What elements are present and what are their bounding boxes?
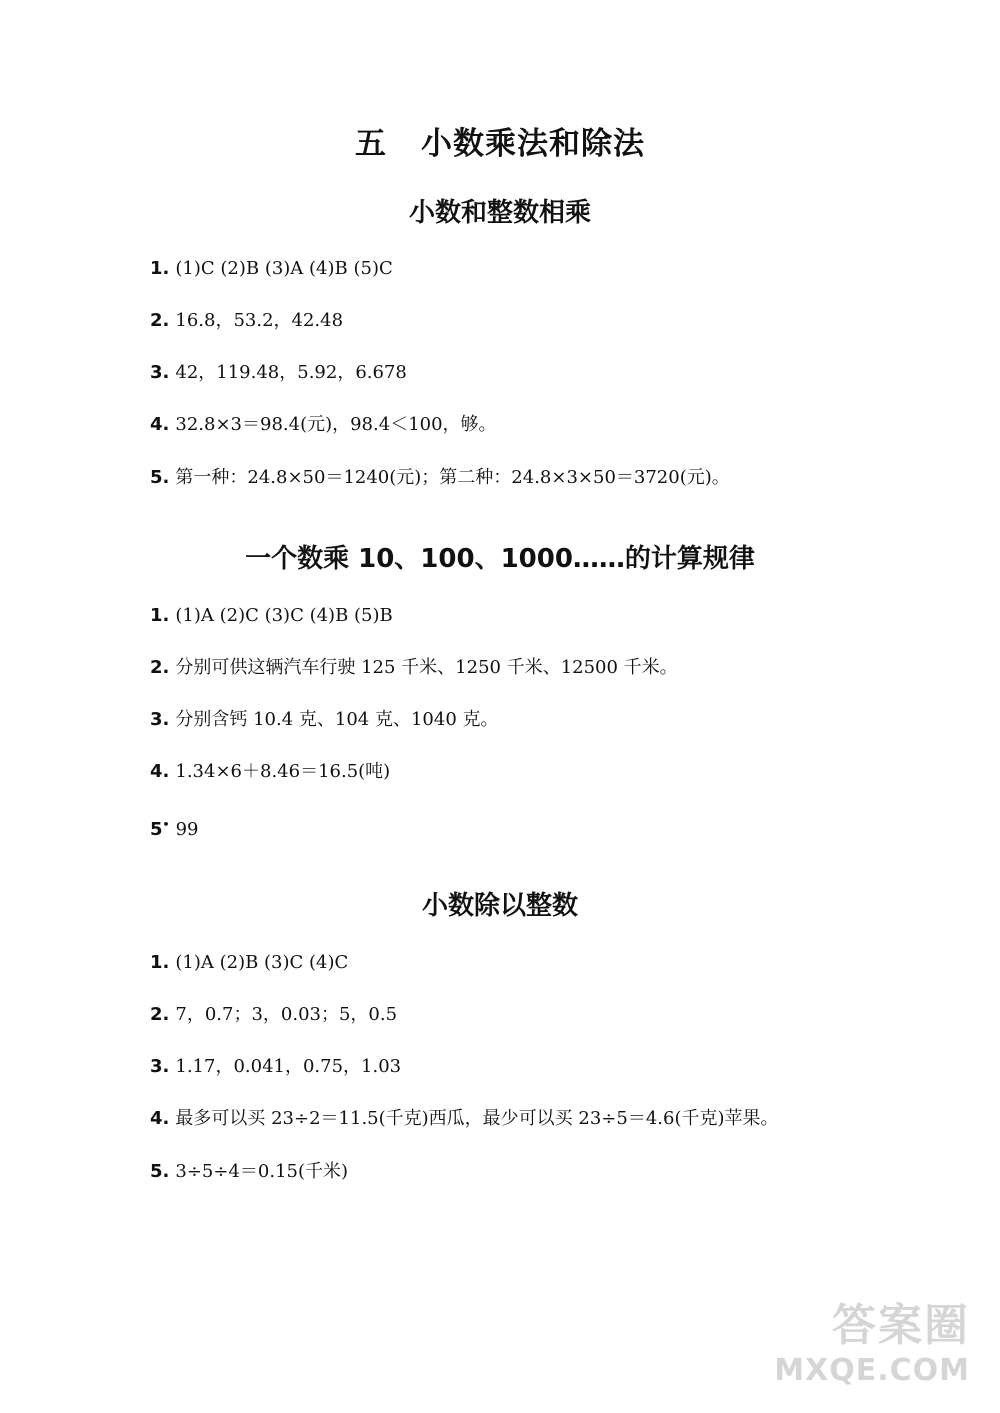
item-text: 1.34×6＋8.46＝16.5(吨) <box>175 761 391 782</box>
item-text: 分别含钙 10.4 克、104 克、1040 克。 <box>175 709 499 730</box>
item-text: 99 <box>175 819 199 840</box>
watermark-url: MXQE.COM <box>774 1353 970 1388</box>
item-number: 5• <box>150 818 170 840</box>
item-number: 1. <box>150 605 170 626</box>
item-text: 最多可以买 23÷2＝11.5(千克)西瓜，最少可以买 23÷5＝4.6(千克)苹果。 <box>175 1108 779 1129</box>
section-title: 小数和整数相乘 <box>408 198 591 228</box>
chapter-title <box>0 118 1000 163</box>
item-text: 分别可供这辆汽车行驶 125 千米、1250 千米、12500 千米。 <box>175 657 678 678</box>
chapter-number: 五 <box>355 126 387 162</box>
item-number: 1. <box>150 952 170 973</box>
answer-item <box>150 308 343 334</box>
answer-item <box>150 1054 401 1080</box>
answer-item <box>150 1159 348 1185</box>
section-title: 小数除以整数 <box>421 891 578 921</box>
chapter-name: 小数乘法和除法 <box>421 126 645 162</box>
item-text: 16.8，53.2，42.48 <box>175 310 344 331</box>
item-number: 5. <box>150 467 170 488</box>
watermark-logo: 答案圈 <box>832 1300 970 1351</box>
item-text: (1)C (2)B (3)A (4)B (5)C <box>175 258 393 279</box>
answer-item <box>150 812 198 843</box>
item-text: 3÷5÷4＝0.15(千米) <box>175 1161 349 1182</box>
item-text: 1.17，0.041，0.75，1.03 <box>175 1056 402 1077</box>
answer-item <box>150 603 393 629</box>
item-text: 32.8×3＝98.4(元)，98.4＜100，够。 <box>175 414 497 435</box>
watermark <box>740 1289 970 1399</box>
item-number: 2. <box>150 1004 170 1025</box>
answer-item <box>150 465 730 491</box>
item-text: (1)A (2)B (3)C (4)C <box>175 952 349 973</box>
item-number: 3. <box>150 709 170 730</box>
item-number: 2. <box>150 657 170 678</box>
item-number: 5. <box>150 1161 170 1182</box>
answer-item <box>150 1002 397 1028</box>
answer-item <box>150 655 678 681</box>
answer-item <box>150 759 390 785</box>
item-number: 2. <box>150 310 170 331</box>
star-mark: • <box>162 818 170 831</box>
item-number: 3. <box>150 1056 170 1077</box>
answer-item <box>150 950 348 976</box>
section-title: 一个数乘 10、100、1000……的计算规律 <box>245 544 755 574</box>
item-text: 42，119.48，5.92，6.678 <box>175 362 407 383</box>
item-number: 3. <box>150 362 170 383</box>
item-text: (1)A (2)C (3)C (4)B (5)B <box>175 605 393 626</box>
answer-item <box>150 360 407 386</box>
item-number: 4. <box>150 761 170 782</box>
answer-item <box>150 256 393 282</box>
item-text: 7，0.7；3，0.03；5，0.5 <box>175 1004 398 1025</box>
item-number: 1. <box>150 258 170 279</box>
item-text: 第一种：24.8×50＝1240(元)；第二种：24.8×3×50＝3720(元)。 <box>175 467 730 488</box>
item-number: 4. <box>150 414 170 435</box>
item-number: 4. <box>150 1108 170 1129</box>
answer-item <box>150 412 497 438</box>
answer-item <box>150 1106 779 1132</box>
answer-item <box>150 707 499 733</box>
